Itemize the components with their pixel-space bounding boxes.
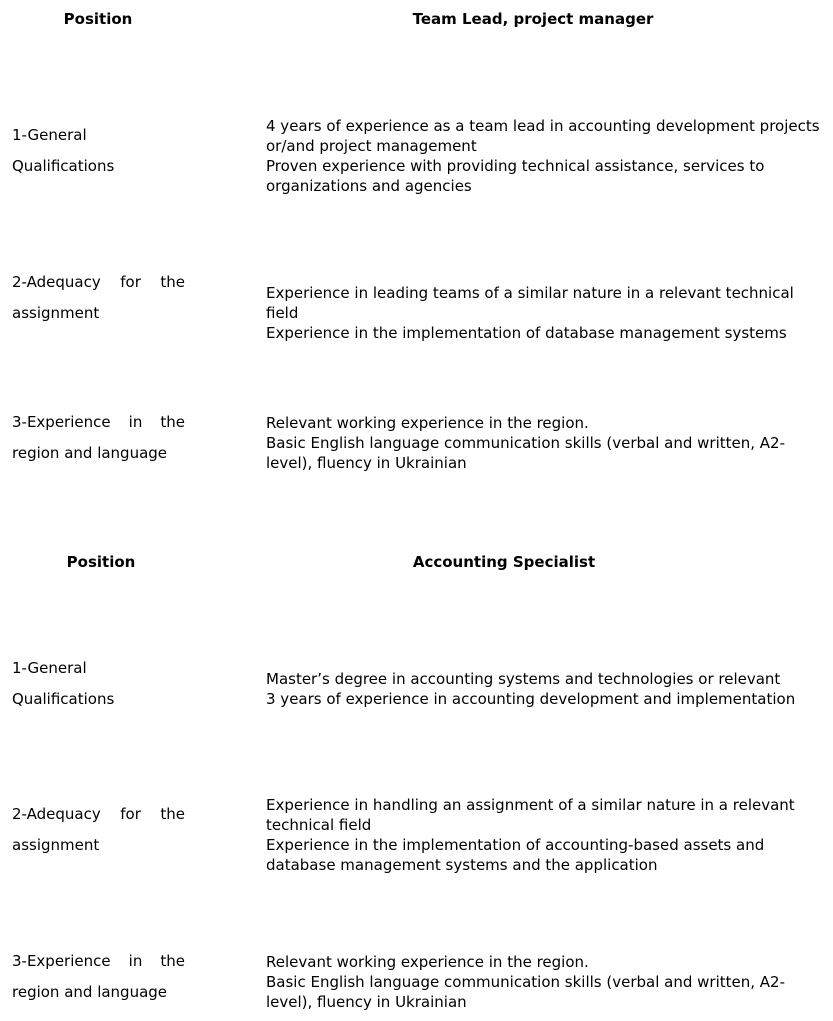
- description-line: Basic English language communication skills (verbal and written, A2-level), fluency in Ukrainian: [266, 434, 785, 472]
- position-title: Accounting Specialist: [412, 553, 596, 571]
- criterion-label-region-language: [12, 407, 185, 469]
- description-line: Relevant working experience in the region.: [266, 414, 589, 432]
- criterion-label-line2: Qualifications: [12, 690, 115, 708]
- criterion-description-adequacy: [266, 283, 826, 343]
- description-line: Experience in handling an assignment of a similar nature in a relevant technical field: [266, 796, 795, 834]
- criterion-label-general-qualifications: [12, 120, 185, 182]
- criterion-label-line1: 2-Adequacy for the: [12, 273, 185, 291]
- criterion-label-line1: 1-General: [12, 126, 87, 144]
- description-line: Basic English language communication skills (verbal and written, A2-level), fluency in Ukrainian: [266, 973, 785, 1011]
- criterion-description-general-qualifications: [266, 669, 826, 709]
- criterion-description-general-qualifications: [266, 116, 826, 196]
- criterion-label-adequacy: [12, 267, 185, 329]
- position-title: Team Lead, project manager: [412, 10, 654, 28]
- criterion-label-line2: assignment: [12, 304, 100, 322]
- criterion-description-region-language: [266, 952, 791, 1012]
- criterion-label-general-qualifications: [12, 653, 185, 715]
- criterion-label-line2: assignment: [12, 836, 100, 854]
- description-line: Relevant working experience in the region.: [266, 953, 589, 971]
- criterion-label-region-language: [12, 946, 185, 1008]
- criterion-label-line2: region and language: [12, 983, 168, 1001]
- criterion-label-line2: Qualifications: [12, 157, 115, 175]
- criterion-description-region-language: [266, 413, 826, 473]
- description-line: Experience in leading teams of a similar nature in a relevant technical field: [266, 284, 794, 322]
- criterion-label-line1: 3-Experience in the: [12, 952, 185, 970]
- criterion-label-line1: 2-Adequacy for the: [12, 805, 185, 823]
- description-line: Experience in the implementation of accounting-based assets and database management systems and the application: [266, 836, 765, 874]
- criterion-description-adequacy: [266, 795, 806, 875]
- description-line: Master’s degree in accounting systems and technologies or relevant: [266, 670, 781, 688]
- description-line: Proven experience with providing technical assistance, services to organizations and agencies: [266, 157, 765, 195]
- position-header-label: Position: [66, 553, 136, 571]
- criterion-label-adequacy: [12, 799, 185, 861]
- description-line: 3 years of experience in accounting development and implementation: [266, 690, 796, 708]
- criterion-label-line1: 3-Experience in the: [12, 413, 185, 431]
- position-header-label: Position: [63, 10, 133, 28]
- criterion-label-line2: region and language: [12, 444, 168, 462]
- description-line: 4 years of experience as a team lead in accounting development projects or/and project management: [266, 117, 820, 155]
- description-line: Experience in the implementation of database management systems: [266, 324, 787, 342]
- criterion-label-line1: 1-General: [12, 659, 87, 677]
